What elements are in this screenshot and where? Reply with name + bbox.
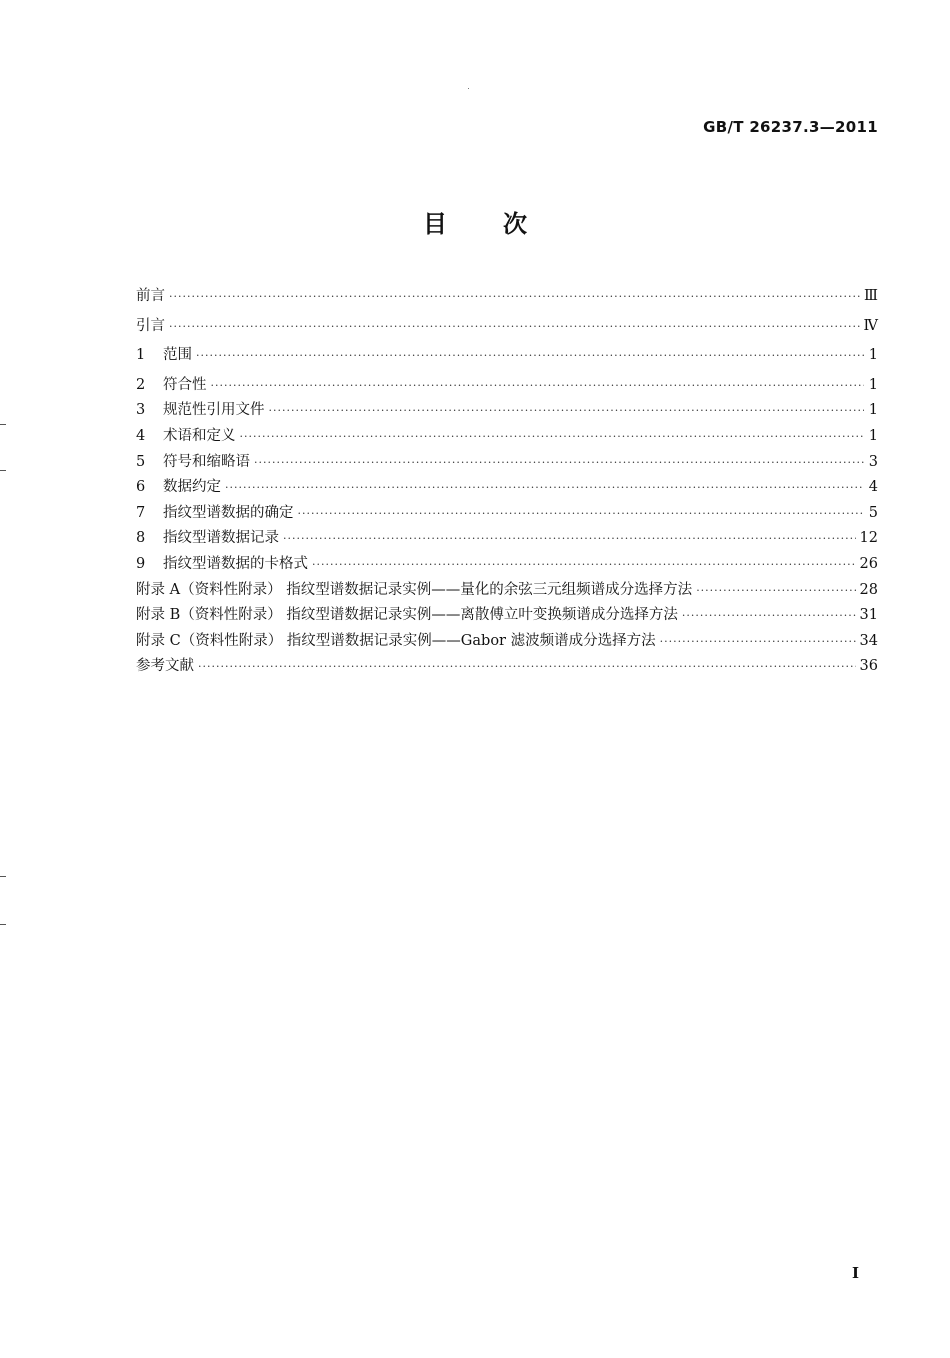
toc-entry[interactable] xyxy=(136,343,878,369)
scan-artifact xyxy=(0,424,6,425)
toc-entry-page: 26 xyxy=(859,555,878,572)
toc-entry-page: 3 xyxy=(868,453,878,470)
toc-entry[interactable] xyxy=(136,578,878,604)
scan-artifact xyxy=(0,924,6,925)
toc-leader-dots xyxy=(240,424,865,450)
toc-entry-number: 3 xyxy=(136,402,146,419)
toc-leader-dots xyxy=(696,578,855,604)
table-of-contents xyxy=(136,284,878,680)
toc-leader-dots xyxy=(660,629,856,655)
page-number: I xyxy=(852,1264,860,1282)
toc-leader-dots xyxy=(211,373,865,399)
toc-entry-page: 34 xyxy=(859,632,878,649)
toc-leader-dots xyxy=(198,654,856,680)
page-title: 目次 xyxy=(423,210,583,238)
toc-entry-page: 1 xyxy=(868,347,878,364)
toc-entry[interactable] xyxy=(136,629,878,655)
toc-entry[interactable] xyxy=(136,526,878,552)
toc-entry[interactable] xyxy=(136,603,878,629)
toc-entry[interactable] xyxy=(136,424,878,450)
toc-entry-page: Ⅲ xyxy=(864,288,878,304)
toc-entry-label: 引言 xyxy=(136,317,165,334)
toc-leader-dots xyxy=(312,552,856,578)
toc-leader-dots xyxy=(169,314,860,340)
toc-leader-dots xyxy=(269,398,865,424)
toc-entry-label: 指纹型谱数据记录 xyxy=(163,530,279,547)
toc-entry-label: 前言 xyxy=(136,288,165,304)
toc-leader-dots xyxy=(283,526,856,552)
toc-entry[interactable] xyxy=(136,398,878,424)
toc-entry-label: 参考文献 xyxy=(136,658,194,675)
scan-artifact xyxy=(0,470,6,471)
toc-entry-page: 1 xyxy=(868,427,878,444)
toc-entry[interactable] xyxy=(136,373,878,399)
toc-entry-label: 符号和缩略语 xyxy=(163,453,250,470)
toc-leader-dots xyxy=(682,603,856,629)
toc-entry-number: 9 xyxy=(136,555,146,572)
toc-entry-page: 1 xyxy=(868,402,878,419)
toc-entry[interactable] xyxy=(136,501,878,527)
toc-entry-label: 符合性 xyxy=(163,376,207,393)
toc-entry-page: Ⅳ xyxy=(863,317,878,334)
toc-entry-label: 指纹型谱数据的确定 xyxy=(163,504,294,521)
toc-entry-page: 36 xyxy=(859,658,878,675)
toc-entry-page: 4 xyxy=(868,479,878,496)
toc-leader-dots xyxy=(298,501,865,527)
toc-entry-number: 4 xyxy=(136,427,146,444)
toc-entry-label: 术语和定义 xyxy=(163,427,236,444)
toc-entry-label: 附录 A（资料性附录） 指纹型谱数据记录实例——量化的余弦三元组频谱成分选择方法 xyxy=(136,581,693,598)
standard-code: GB/T 26237.3—2011 xyxy=(703,118,878,136)
toc-entry-page: 12 xyxy=(859,530,878,547)
toc-entry[interactable] xyxy=(136,654,878,680)
toc-leader-dots xyxy=(196,343,864,369)
toc-entry-label: 附录 C（资料性附录） 指纹型谱数据记录实例——Gabor 滤波频谱成分选择方法 xyxy=(136,632,656,649)
toc-entry-label: 指纹型谱数据的卡格式 xyxy=(163,555,308,572)
toc-entry-label: 数据约定 xyxy=(163,479,221,496)
toc-entry[interactable] xyxy=(136,314,878,340)
toc-leader-dots xyxy=(254,450,864,476)
toc-entry-number: 7 xyxy=(136,504,146,521)
toc-entry-page: 31 xyxy=(859,607,878,624)
scan-artifact xyxy=(468,88,469,89)
toc-entry-label: 规范性引用文件 xyxy=(163,402,265,419)
toc-entry[interactable] xyxy=(136,450,878,476)
toc-leader-dots xyxy=(225,475,864,501)
scan-artifact xyxy=(0,876,6,877)
toc-entry-number: 1 xyxy=(136,347,146,364)
toc-entry[interactable] xyxy=(136,284,878,310)
toc-entry[interactable] xyxy=(136,552,878,578)
toc-entry-label: 附录 B（资料性附录） 指纹型谱数据记录实例——离散傅立叶变换频谱成分选择方法 xyxy=(136,607,678,624)
toc-entry-number: 6 xyxy=(136,479,146,496)
toc-leader-dots xyxy=(169,284,860,310)
toc-entry-number: 5 xyxy=(136,453,146,470)
toc-entry-label: 范围 xyxy=(163,347,192,364)
toc-entry[interactable] xyxy=(136,475,878,501)
toc-entry-number: 2 xyxy=(136,376,146,393)
toc-entry-number: 8 xyxy=(136,530,146,547)
toc-entry-page: 5 xyxy=(868,504,878,521)
toc-entry-page: 28 xyxy=(859,581,878,598)
toc-entry-page: 1 xyxy=(868,376,878,393)
